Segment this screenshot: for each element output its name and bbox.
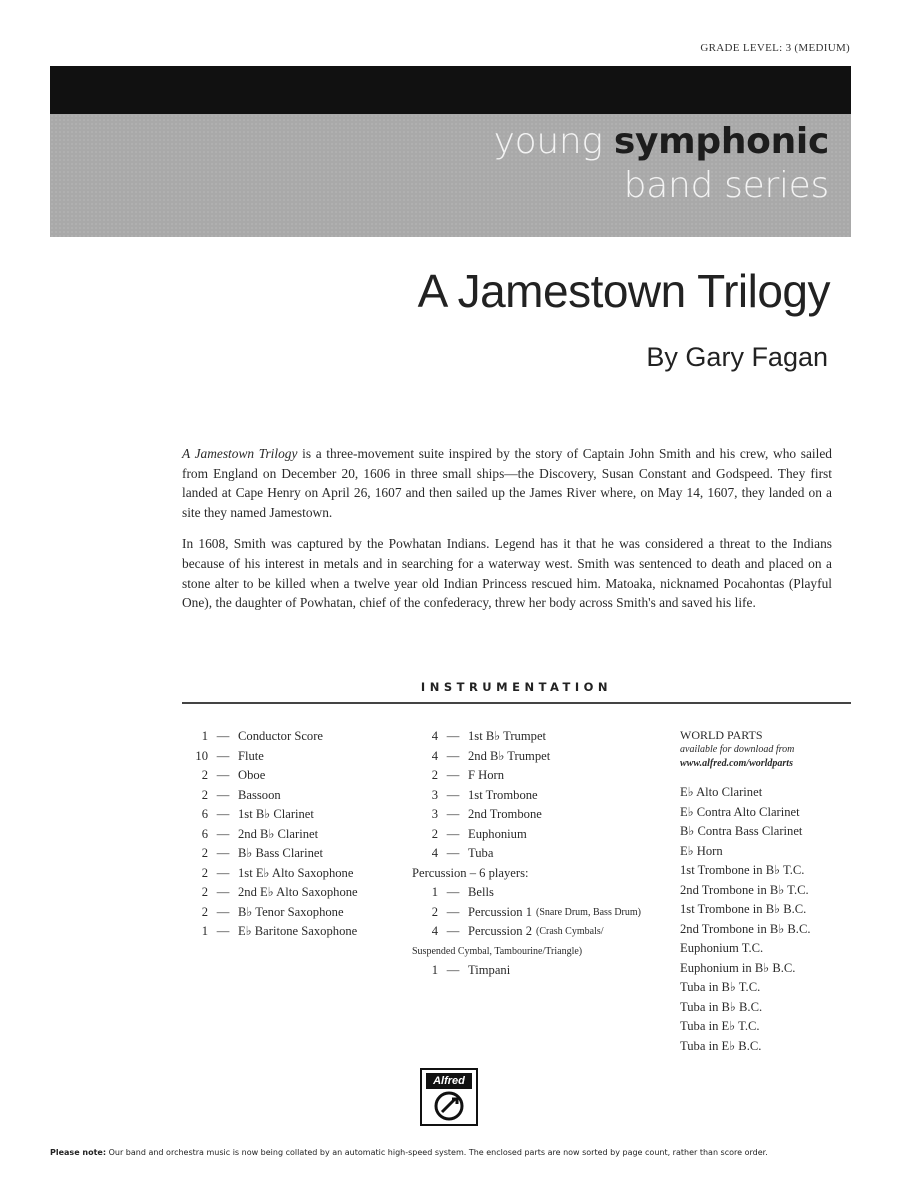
list-item: Tuba in E♭ T.C.: [680, 1019, 760, 1033]
banner-black-bar: [50, 66, 851, 114]
list-item: 1st Trombone in B♭ B.C.: [680, 902, 807, 916]
list-item: [182, 883, 358, 903]
list-item: [412, 766, 641, 786]
percussion-list: [412, 883, 641, 942]
program-notes-paragraph-1: [182, 444, 832, 522]
series-name: [494, 120, 829, 208]
dash: —: [446, 807, 460, 821]
dash: —: [446, 768, 460, 782]
program-notes-paragraph-2: In 1608, Smith was captured by the Powhatan Indians. Legend has it that he was considered a threat to the Indians because of his interest in metals and in searching for a waterway west. Smith was sentenced to death and placed on a stone alter to be killed when a twelve year old Indian Princess rescued him. Matoaka, nicknamed Pocahontas (Playful One), the daughter of Powhatan, chief of the confederacy, threw her body across Smith's and saved his life.: [182, 536, 832, 611]
part-quantity: 4: [431, 748, 438, 763]
part-name: 2nd B♭ Trumpet: [468, 748, 551, 763]
list-item: [412, 825, 641, 845]
part-quantity: 2: [201, 846, 208, 860]
list-item: Tuba in E♭ B.C.: [680, 1038, 762, 1053]
dash: —: [216, 748, 230, 763]
instrument-list-brass-percussion: [412, 727, 641, 981]
list-item: Tuba in B♭ B.C.: [680, 999, 763, 1014]
part-quantity: 3: [431, 807, 438, 821]
part-name: Conductor Score: [238, 729, 323, 743]
world-parts-url[interactable]: www.alfred.com/worldparts: [680, 758, 793, 769]
dash: —: [216, 826, 230, 841]
list-item: [412, 883, 641, 903]
part-name: B♭ Bass Clarinet: [238, 846, 323, 860]
part-quantity: 4: [431, 729, 438, 743]
part-detail: (Snare Drum, Bass Drum): [536, 906, 641, 918]
part-name: 2nd E♭ Alto Saxophone: [238, 885, 358, 899]
part-quantity: 2: [431, 768, 438, 782]
part-quantity: 2: [201, 865, 208, 880]
note-text: Our band and orchestra music is now being collated by an automatic high-speed system. The enclosed parts are now sorted by page count, rather than score order.: [106, 1148, 768, 1157]
dash: —: [216, 787, 230, 802]
part-name: Oboe: [238, 768, 266, 782]
part-name: Tuba: [468, 846, 494, 860]
dash: —: [216, 807, 230, 821]
part-detail: (Crash Cymbals/: [536, 926, 604, 937]
percussion-heading: [412, 864, 641, 884]
list-item: [182, 727, 358, 747]
list-item: [412, 961, 641, 981]
list-item: 2nd Trombone in B♭ B.C.: [680, 921, 811, 936]
list-item: Euphonium in B♭ B.C.: [680, 960, 796, 975]
list-item: [412, 903, 641, 923]
world-parts-availability: available for download from: [680, 744, 795, 755]
part-name: Timpani: [468, 963, 511, 977]
dash: —: [446, 826, 460, 841]
world-parts-list: [680, 727, 811, 1056]
list-item: [412, 805, 641, 825]
instrumentation-heading: INSTRUMENTATION: [420, 680, 613, 694]
list-item: Tuba in B♭ T.C.: [680, 980, 761, 994]
list-item: [412, 844, 641, 864]
dash: —: [216, 885, 230, 899]
world-parts-items: [680, 783, 811, 1056]
part-name: 1st Trombone: [468, 787, 538, 802]
part-name: B♭ Tenor Saxophone: [238, 904, 344, 919]
instrumentation-divider: [182, 702, 851, 704]
list-item: [182, 786, 358, 806]
list-item: E♭ Contra Alto Clarinet: [680, 804, 800, 819]
list-item: Euphonium T.C.: [680, 941, 764, 955]
brass-list: [412, 727, 641, 864]
percussion-continuation: [412, 942, 641, 962]
dash: —: [216, 904, 230, 919]
list-item: [182, 864, 358, 884]
part-name: Flute: [238, 748, 264, 763]
list-item: 2nd Trombone in B♭ T.C.: [680, 882, 809, 897]
part-name: 2nd Trombone: [468, 807, 542, 821]
part-name: 1st B♭ Trumpet: [468, 729, 547, 743]
part-quantity: 6: [201, 807, 208, 821]
part-name: Percussion 2: [468, 924, 533, 938]
part-name: Euphonium: [468, 826, 527, 841]
dash: —: [216, 846, 230, 860]
part-quantity: 10: [195, 748, 208, 763]
dash: —: [216, 924, 230, 938]
part-quantity: 4: [431, 846, 438, 860]
list-item: E♭ Alto Clarinet: [680, 785, 763, 799]
list-item: [412, 922, 641, 942]
list-item: [182, 922, 358, 942]
part-name: Bells: [468, 885, 494, 899]
instrument-list-woodwinds: [182, 727, 358, 942]
list-item: [182, 747, 358, 767]
dash: —: [446, 963, 460, 977]
dash: —: [446, 787, 460, 802]
composer-byline: By Gary Fagan: [646, 342, 828, 372]
part-name: F Horn: [468, 768, 505, 782]
part-quantity: 1: [431, 885, 438, 899]
part-quantity: 1: [201, 729, 208, 743]
list-item: 1st Trombone in B♭ T.C.: [680, 863, 805, 877]
alfred-wordmark: Alfred: [426, 1073, 472, 1089]
part-quantity: 1: [201, 924, 208, 938]
list-item: [412, 786, 641, 806]
program-notes: [182, 444, 832, 625]
series-banner: [50, 114, 851, 237]
list-item: B♭ Contra Bass Clarinet: [680, 824, 803, 838]
list-item: [182, 766, 358, 786]
part-name: 2nd B♭ Clarinet: [238, 826, 319, 841]
dash: —: [446, 729, 460, 743]
part-name: Percussion 1: [468, 904, 533, 919]
part-quantity: 2: [201, 787, 208, 802]
part-quantity: 1: [431, 963, 438, 977]
list-item: [182, 903, 358, 923]
part-name: E♭ Baritone Saxophone: [238, 924, 358, 938]
part-quantity: 2: [431, 904, 438, 919]
list-item: [182, 844, 358, 864]
part-quantity: 4: [431, 924, 438, 938]
part-name: Bassoon: [238, 787, 281, 802]
list-item: [182, 825, 358, 845]
title-italic: A Jamestown Trilogy: [182, 446, 298, 461]
dash: —: [446, 748, 460, 763]
dash: —: [216, 729, 230, 743]
series-word-young: young: [493, 121, 603, 162]
world-parts-heading: WORLD PARTS: [680, 728, 763, 742]
dash: —: [216, 865, 230, 880]
series-line-band-series: band series: [623, 164, 829, 206]
list-item: [412, 727, 641, 747]
dash: —: [446, 904, 460, 919]
part-quantity: 2: [201, 904, 208, 919]
grade-level: GRADE LEVEL: 3 (MEDIUM): [700, 42, 850, 54]
dash: —: [446, 885, 460, 899]
collation-note: [50, 1148, 855, 1157]
paragraph-1-text: is a three-movement suite inspired by the story of Captain John Smith and his crew, who sailed from England on December 20, 1606 in three small ships—the Discovery, Susan Constant and Godspeed. They first landed at Cape Henry on April 26, 1607 and then sailed up the James River where, on May 14, 1607, they landed on a site they named Jamestown.: [182, 446, 832, 520]
percussion-heading-text: Percussion – 6 players:: [412, 865, 529, 880]
percussion-2-detail-cont: Suspended Cymbal, Tambourine/Triangle): [412, 945, 583, 957]
part-quantity: 3: [431, 787, 438, 802]
note-label: Please note:: [50, 1148, 107, 1157]
dash: —: [446, 846, 460, 860]
dash: —: [216, 768, 230, 782]
part-name: 1st B♭ Clarinet: [238, 807, 314, 821]
alfred-logo: [420, 1068, 478, 1126]
part-quantity: 2: [201, 768, 208, 782]
list-item: [412, 747, 641, 767]
series-word-symphonic: symphonic: [613, 121, 829, 162]
part-quantity: 6: [201, 826, 208, 841]
list-item: E♭ Horn: [680, 843, 723, 858]
part-quantity: 2: [431, 826, 438, 841]
part-quantity: 2: [201, 885, 208, 899]
list-item: [182, 805, 358, 825]
part-name: 1st E♭ Alto Saxophone: [238, 865, 354, 880]
music-note-logo-icon: [431, 1091, 467, 1121]
dash: —: [446, 924, 460, 938]
piece-title: A Jamestown Trilogy: [417, 265, 830, 317]
